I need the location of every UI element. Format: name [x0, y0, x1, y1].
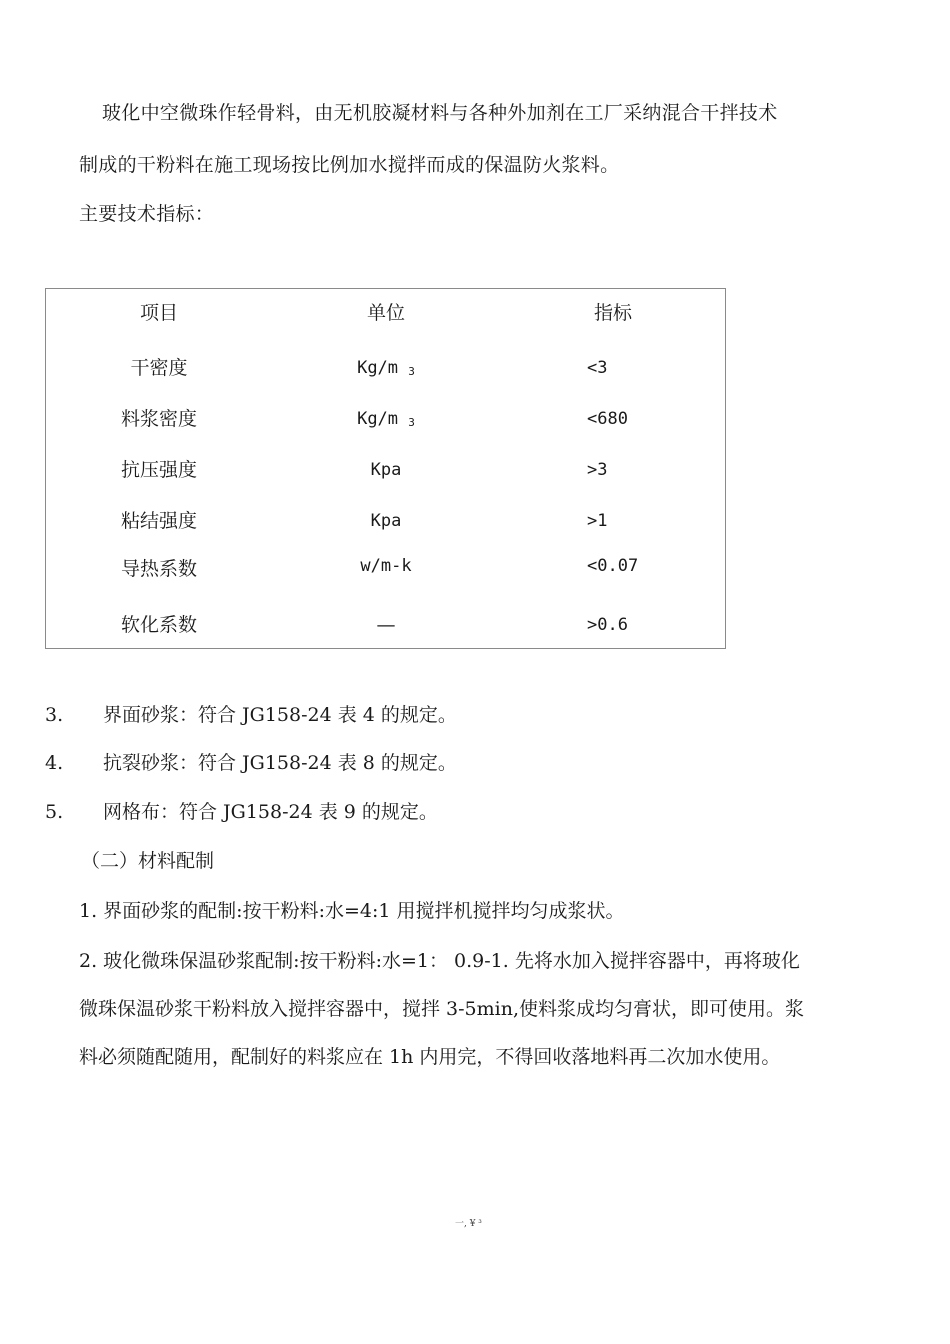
table-row-unit: Kg/m $_3$	[357, 409, 415, 429]
table-row-unit: Kg/m $_3$	[357, 358, 415, 378]
table-row-unit: —	[376, 614, 396, 636]
table-row-item: 软化系数	[120, 614, 198, 636]
table-row-value: >1	[587, 511, 608, 531]
table-row-unit: Kpa	[370, 511, 402, 531]
intro-line-1: 玻化中空微珠作轻骨料，由无机胶凝材料与各种外加剂在工厂采纳混合干拌技术	[102, 102, 778, 124]
list-item: 界面砂浆：符合 JG158-24 表 4 的规定。	[103, 704, 457, 726]
page-footer: 一, ¥ ³	[455, 1219, 482, 1229]
table-header-unit: 单位	[366, 302, 406, 324]
section-paragraph-2-line-1: 2. 玻化微珠保温砂浆配制:按干粉料:水=1： 0.9-1. 先将水加入搅拌容器中，再将玻化	[79, 950, 800, 972]
table-row-unit: w/m-k	[360, 556, 412, 576]
indicators-table	[45, 288, 726, 649]
table-row-value: <3	[587, 358, 608, 378]
table-header-value: 指标	[593, 302, 633, 324]
list-number: 3.	[45, 704, 64, 726]
list-item: 网格布：符合 JG158-24 表 9 的规定。	[103, 801, 438, 823]
section-paragraph-2-line-2: 微珠保温砂浆干粉料放入搅拌容器中，搅拌 3-5min,使料浆成均匀膏状，即可使用。浆	[79, 998, 805, 1020]
indicators-heading: 主要技术指标：	[79, 203, 215, 225]
list-number: 4.	[45, 752, 64, 774]
list-number: 5.	[45, 801, 64, 823]
table-row-item: 粘结强度	[120, 510, 198, 532]
table-row-unit: Kpa	[370, 460, 402, 480]
table-row-value: >3	[587, 460, 608, 480]
table-header-item: 项目	[139, 302, 179, 324]
intro-line-2: 制成的干粉料在施工现场按比例加水搅拌而成的保温防火浆料。	[79, 154, 620, 176]
table-row-value: >0.6	[587, 615, 628, 635]
table-row-value: <0.07	[587, 556, 639, 576]
table-row-value: <680	[587, 409, 628, 429]
table-row-item: 导热系数	[120, 558, 198, 580]
section-heading: （二）材料配制	[81, 850, 215, 872]
section-paragraph-1: 1. 界面砂浆的配制:按干粉料:水=4:1 用搅拌机搅拌均匀成浆状。	[79, 900, 625, 922]
table-row-item: 干密度	[130, 357, 188, 379]
table-row-item: 料浆密度	[120, 408, 198, 430]
list-item: 抗裂砂浆：符合 JG158-24 表 8 的规定。	[103, 752, 457, 774]
section-paragraph-2-line-3: 料必须随配随用，配制好的料浆应在 1h 内用完，不得回收落地料再二次加水使用。	[79, 1046, 781, 1068]
table-row-item: 抗压强度	[120, 459, 198, 481]
